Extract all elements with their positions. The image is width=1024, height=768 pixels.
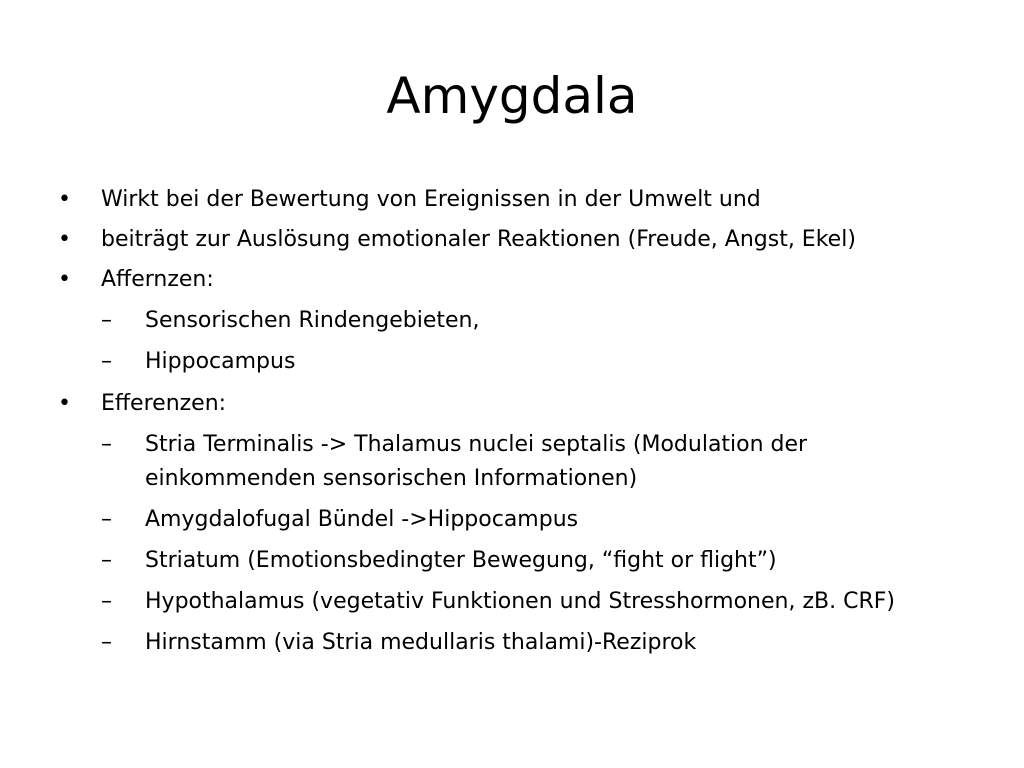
sub-list-item-text: Stria Terminalis -> Thalamus nuclei septalis (Modulation der einkommenden sensorischen Informationen) xyxy=(145,432,808,491)
sub-list-item xyxy=(101,585,978,619)
slide-title: Amygdala xyxy=(386,67,638,125)
list-item-text: beiträgt zur Auslösung emotionaler Reaktionen (Freude, Angst, Ekel) xyxy=(101,227,856,252)
list-item-text: Affernzen: xyxy=(101,267,214,292)
sub-list-item xyxy=(101,345,978,379)
sub-list-item-text: Sensorischen Rindengebieten, xyxy=(145,308,480,333)
dash-icon: – xyxy=(101,308,112,333)
list-item xyxy=(58,264,978,379)
dash-icon: – xyxy=(101,548,112,573)
sub-list-item-text: Hypothalamus (vegetativ Funktionen und Stresshormonen, zB. CRF) xyxy=(145,589,895,614)
sub-list xyxy=(101,304,978,379)
sub-list-item xyxy=(101,544,978,578)
sub-list-item-text: Hirnstamm (via Stria medullaris thalami)-Reziprok xyxy=(145,630,697,655)
sub-list xyxy=(101,428,978,660)
list-item xyxy=(58,224,978,255)
dash-icon: – xyxy=(101,432,112,457)
sub-list-item-text: Amygdalofugal Bündel ->Hippocampus xyxy=(145,507,579,532)
sub-list-item-text: Striatum (Emotionsbedingter Bewegung, “fight or flight”) xyxy=(145,548,777,573)
dash-icon: – xyxy=(101,589,112,614)
sub-list-item xyxy=(101,304,978,338)
bullet-list xyxy=(58,184,978,669)
list-item-text: Efferenzen: xyxy=(101,391,227,416)
sub-list-item-text: Hippocampus xyxy=(145,349,296,374)
dash-icon: – xyxy=(101,349,112,374)
dash-icon: – xyxy=(101,630,112,655)
bullet-icon: • xyxy=(58,267,71,292)
list-item xyxy=(58,184,978,215)
list-item-text: Wirkt bei der Bewertung von Ereignissen in der Umwelt und xyxy=(101,187,761,212)
sub-list-item xyxy=(101,428,978,496)
bullet-icon: • xyxy=(58,187,71,212)
dash-icon: – xyxy=(101,507,112,532)
sub-list-item xyxy=(101,626,978,660)
bullet-icon: • xyxy=(58,227,71,252)
list-item xyxy=(58,388,978,660)
sub-list-item xyxy=(101,503,978,537)
bullet-icon: • xyxy=(58,391,71,416)
